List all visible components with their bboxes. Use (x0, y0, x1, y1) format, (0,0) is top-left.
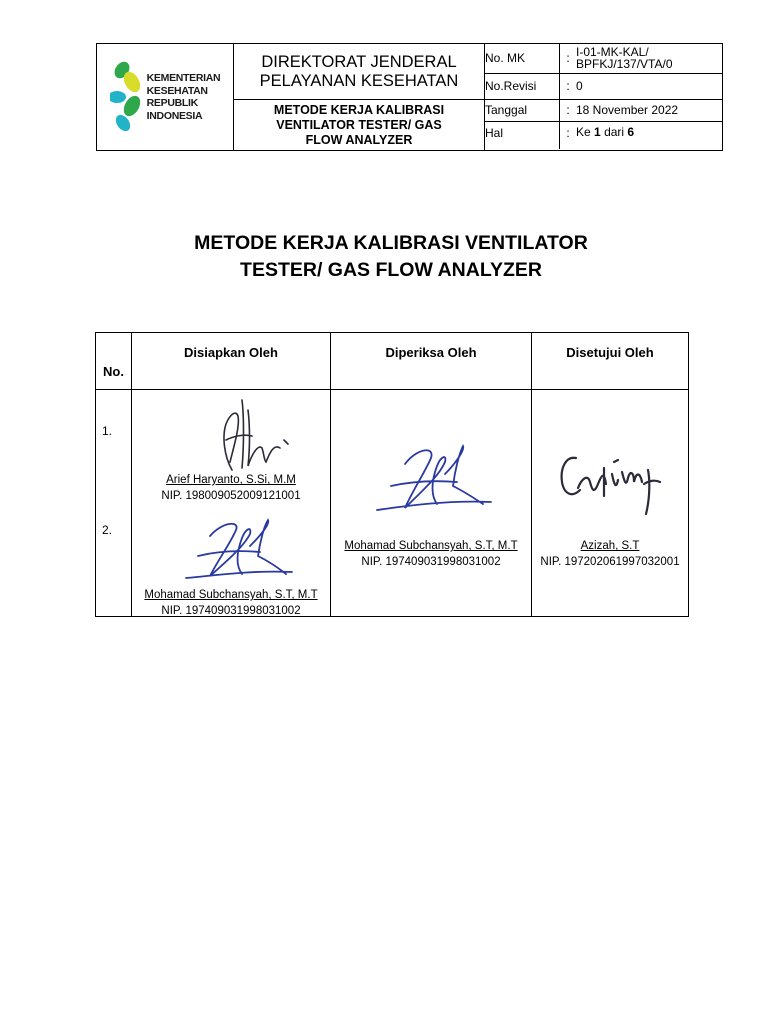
hal-page: 1 (594, 124, 601, 139)
document-header (96, 43, 723, 151)
no-mk-value-line: I-01-MK-KAL/ (576, 45, 649, 60)
no-mk-label: No. MK (485, 44, 560, 73)
no-mk-value-line: BPFKJ/137/VTA/0 (576, 57, 673, 72)
meta-cell (485, 44, 723, 151)
logo-line: INDONESIA (146, 109, 203, 122)
col-approved-header: Disetujui Oleh (532, 333, 689, 390)
doc-title-line: VENTILATOR TESTER/ GAS (276, 117, 442, 132)
col-prepared-header: Disiapkan Oleh (132, 333, 331, 390)
logo-cell (97, 44, 234, 151)
hal-prefix: Ke (576, 124, 591, 139)
checked-cell (331, 390, 532, 617)
colon: : (560, 73, 577, 99)
approved-nip: NIP. 197202061997032001 (540, 556, 680, 568)
directorate-cell (234, 44, 485, 100)
checked-name: Mohamad Subchansyah, S.T, M.T (344, 540, 518, 552)
colon: : (560, 99, 577, 121)
checked-nip: NIP. 197409031998031002 (361, 556, 501, 568)
row-number: 1. (102, 424, 113, 438)
doc-title-line: FLOW ANALYZER (305, 132, 413, 147)
prepared-1-nip: NIP. 198009052009121001 (161, 490, 301, 502)
tanggal-label: Tanggal (485, 99, 560, 121)
logo-line: REPUBLIK (146, 97, 198, 109)
approved-name: Azizah, S.T (580, 540, 640, 552)
meta-table (485, 44, 722, 149)
colon: : (566, 125, 570, 140)
kemenkes-emblem-icon (110, 58, 144, 136)
kemenkes-logo (97, 45, 233, 150)
signature-azizah-icon (556, 444, 668, 524)
colon: : (560, 44, 577, 73)
logo-line: KEMENTERIAN (146, 72, 221, 84)
no-mk-value (576, 44, 722, 73)
row-number: 2. (102, 523, 113, 537)
doc-title-cell (234, 100, 485, 151)
hal-middle: dari (604, 124, 625, 139)
no-revisi-value: 0 (576, 73, 722, 99)
signature-subchansyah-icon (180, 516, 300, 588)
directorate-line: DIREKTORAT JENDERAL (261, 52, 457, 71)
tanggal-value: 18 November 2022 (576, 99, 722, 121)
logo-line: KESEHATAN (146, 84, 208, 97)
approval-table (95, 332, 689, 617)
page-title-line: TESTER/ GAS FLOW ANALYZER (240, 259, 542, 281)
prepared-2-name: Mohamad Subchansyah, S.T, M.T (144, 589, 318, 601)
col-checked-header: Diperiksa Oleh (331, 333, 532, 390)
hal-value (576, 121, 722, 149)
directorate-line: PELAYANAN KESEHATAN (259, 71, 459, 90)
page-title-line: METODE KERJA KALIBRASI VENTILATOR (194, 232, 588, 254)
hal-label: Hal (485, 121, 560, 149)
number-cell (96, 390, 132, 617)
signature-arief-icon (204, 396, 294, 478)
page-title (96, 230, 686, 284)
hal-total: 6 (627, 124, 635, 139)
signature-subchansyah-icon (371, 442, 497, 518)
approved-cell (532, 390, 689, 617)
prepared-1-name: Arief Haryanto, S.Si, M.M (166, 474, 296, 486)
logo-text (147, 72, 221, 122)
prepared-cell (132, 390, 331, 617)
doc-title-line: METODE KERJA KALIBRASI (273, 102, 445, 117)
prepared-2-nip: NIP. 197409031998031002 (161, 605, 301, 617)
col-no-header: No. (96, 333, 132, 390)
no-revisi-label: No.Revisi (485, 73, 560, 99)
